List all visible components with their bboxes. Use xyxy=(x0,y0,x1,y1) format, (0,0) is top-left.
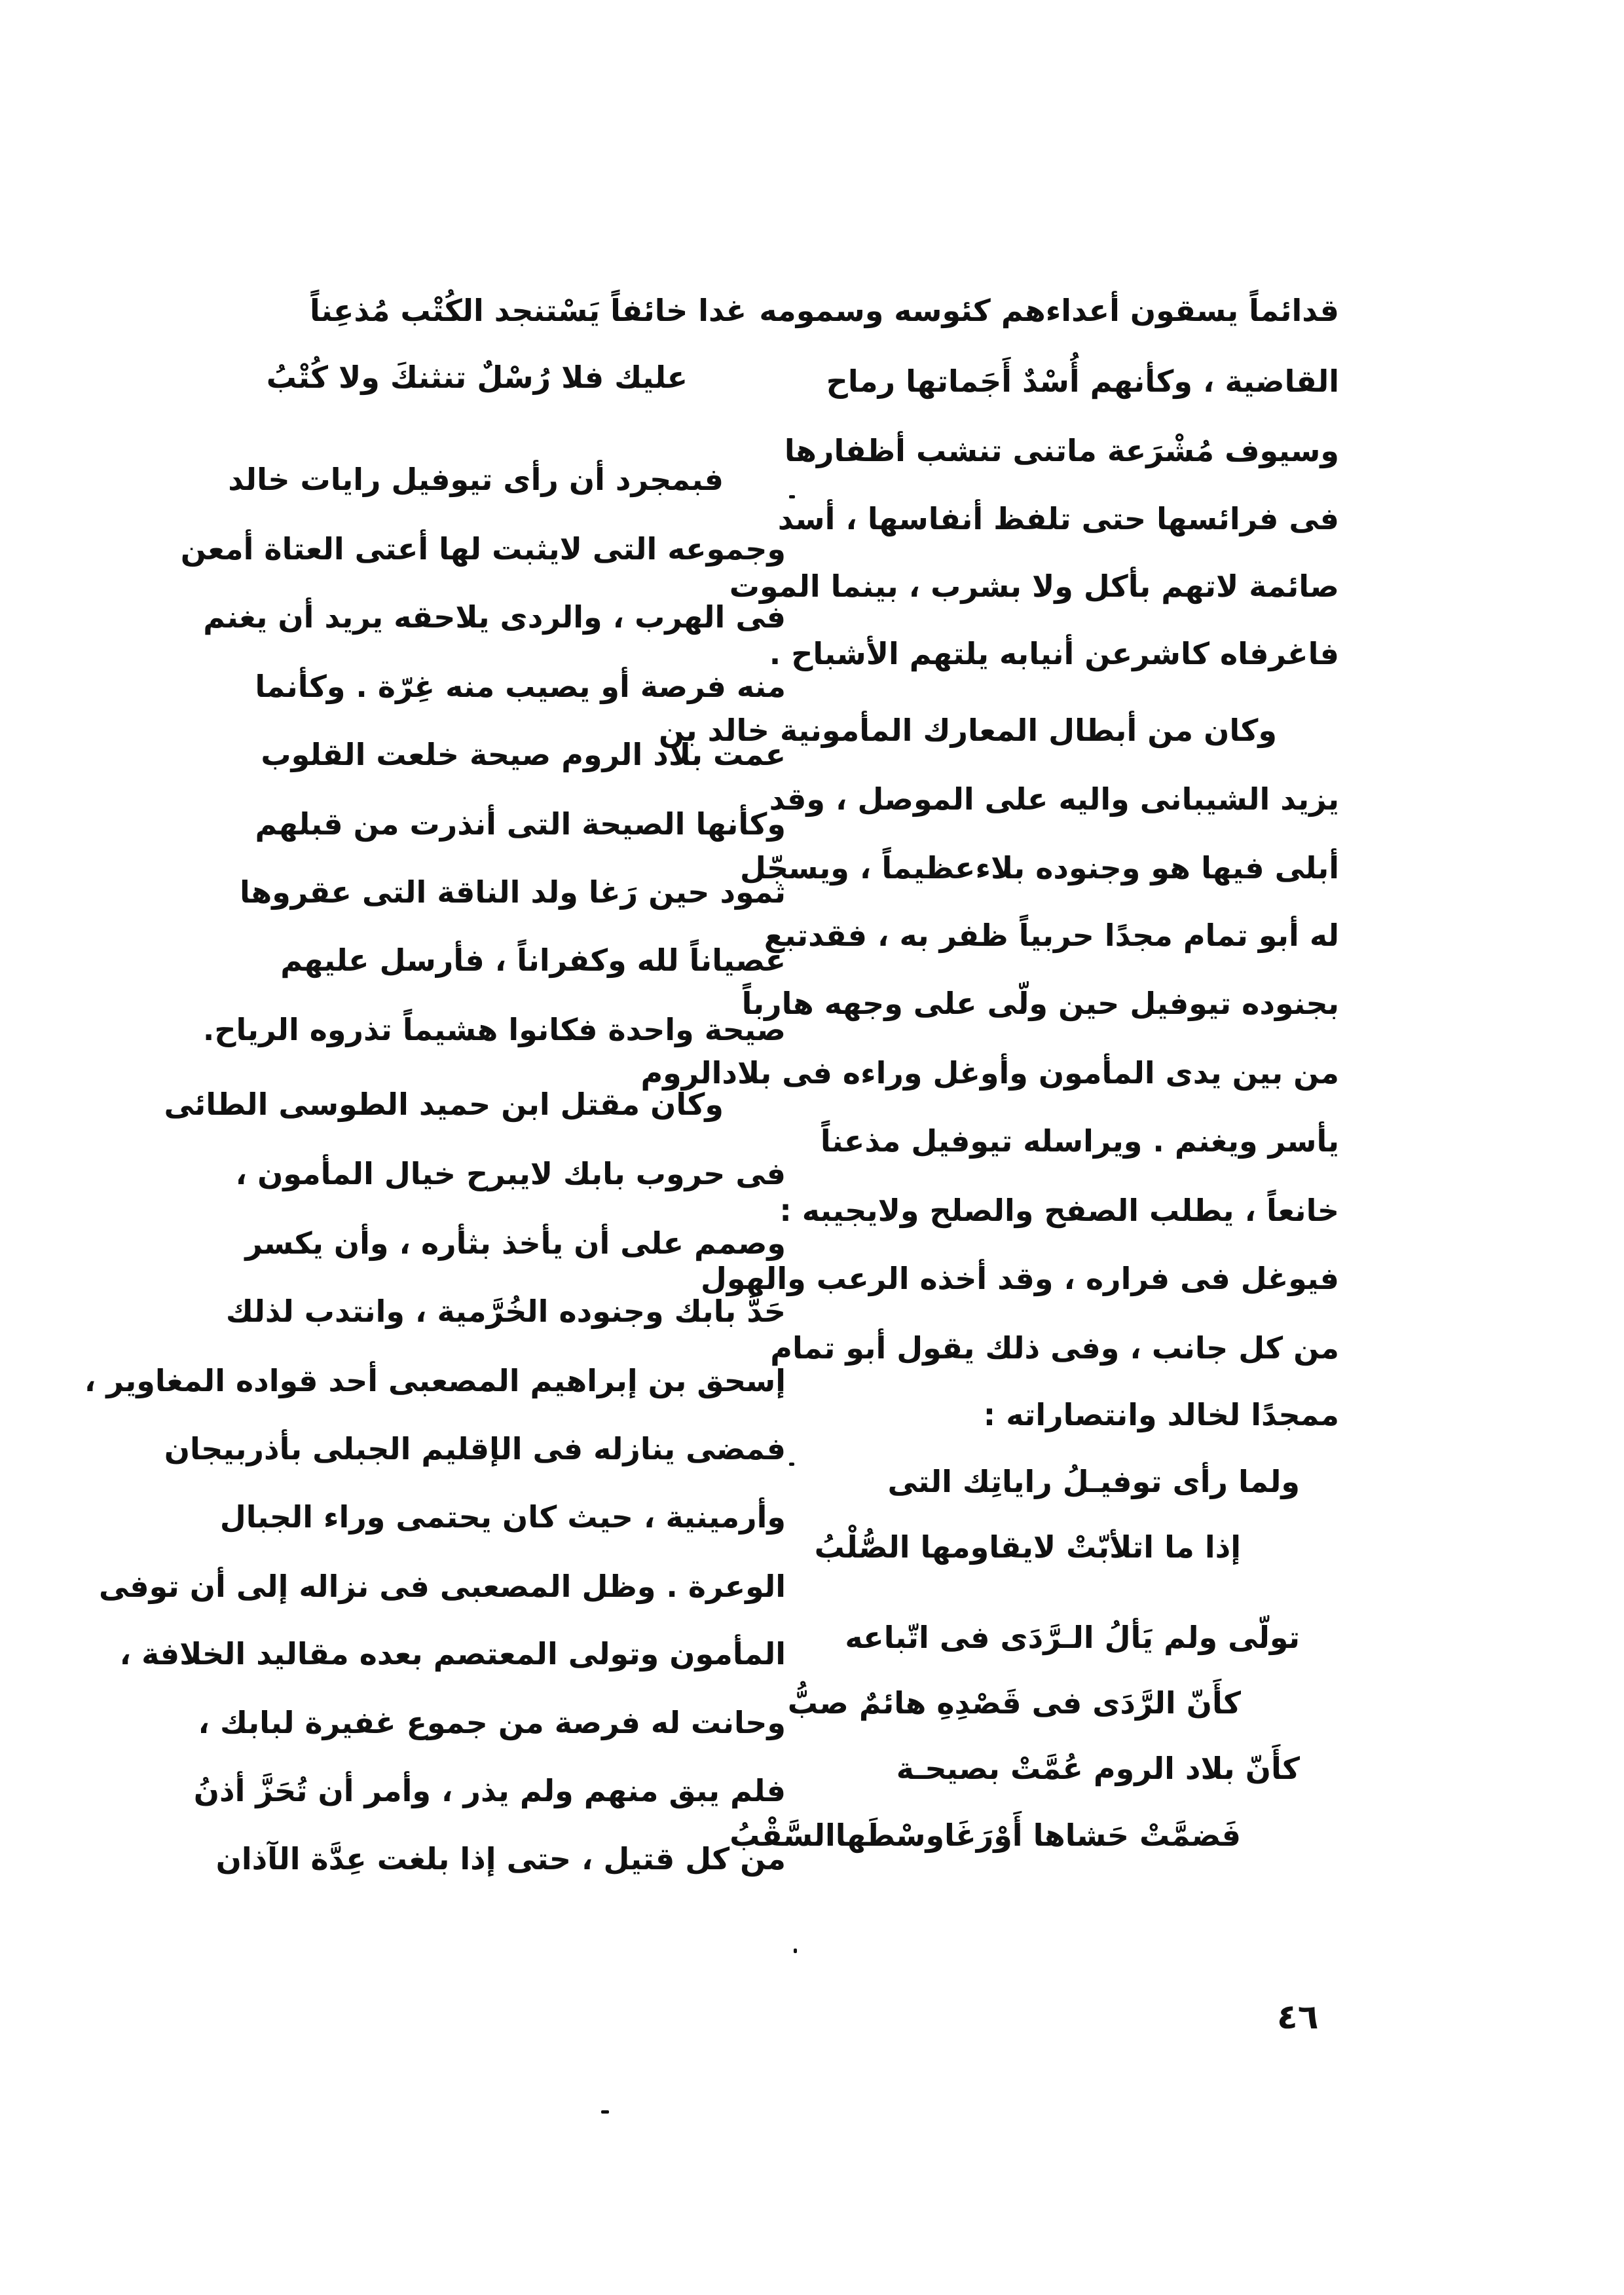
text-line: قدائماً يسقون أعداءهم كئوسه وسمومه xyxy=(759,293,1339,328)
scan-dash xyxy=(601,2110,609,2114)
text-line: صيحة واحدة فكانوا هشيماً تذروه الرياح. xyxy=(202,1012,786,1047)
text-line: يأسر ويغنم . ويراسله تيوفيل مذعناً xyxy=(820,1123,1339,1159)
text-line: ممجدًا لخالد وانتصاراته : xyxy=(983,1397,1339,1432)
text-line: له أبو تمام مجدًا حربياً ظفر به ، فقدتبع xyxy=(764,918,1339,953)
text-line: فى فرائسها حتى تلفظ أنفاسها ، أسد xyxy=(777,501,1339,536)
text-line: وسيوف مُشْرَعة ماتنى تنشب أظفارها xyxy=(784,433,1339,468)
text-line: فبمجرد أن رأى تيوفيل رايات خالد xyxy=(228,462,724,497)
text-line: يزيد الشيبانى واليه على الموصل ، وقد xyxy=(769,781,1339,817)
text-line: منه فرصة أو يصيب منه غِرّة . وكأنما xyxy=(255,669,786,704)
text-line: وحانت له فرصة من جموع غفيرة لبابك ، xyxy=(198,1705,786,1740)
verse-line: تولّى ولم يَألُ الـرَّدَى فى اتّباعه xyxy=(845,1620,1300,1655)
verse-line: ولما رأى توفيـلُ راياتِك التى xyxy=(887,1464,1300,1499)
text-line: فى حروب بابك لايبرح خيال المأمون ، xyxy=(235,1156,786,1191)
verse-line: إذا ما اتلأبّتْ لايقاومها الصُّلْبُ xyxy=(814,1529,1241,1565)
text-line: أبلى فيها هو وجنوده بلاءعظيماً ، ويسجّل xyxy=(739,850,1339,886)
scan-speck xyxy=(789,1463,794,1466)
text-line: فيوغل فى فراره ، وقد أخذه الرعب والهول xyxy=(700,1261,1339,1296)
text-line: عمت بلاد الروم صيحة خلعت القلوب xyxy=(261,737,786,772)
text-line: وكأنها الصيحة التى أنذرت من قبلهم xyxy=(255,806,786,842)
text-line: فاغرفاه كاشرعن أنيابه يلتهم الأشباح . xyxy=(769,636,1339,671)
text-line: ثمود حين رَغا ولد الناقة التى عقروها xyxy=(240,874,786,910)
text-line: وأرمينية ، حيث كان يحتمى وراء الجبال xyxy=(219,1499,786,1535)
verse-line: عليك فلا رُسْلٌ تنثنكَ ولا كُتْبُ xyxy=(266,360,688,395)
scan-speck xyxy=(794,1949,797,1953)
verse-line: كأَنّ الرَّدَى فى قَصْدِهِ هائمٌ صبُّ xyxy=(787,1685,1241,1721)
verse-line: غدا خائفاً يَسْتنجد الكُتْب مُذعِناً xyxy=(309,293,747,328)
text-line: عصياناً لله وكفراناً ، فأرسل عليهم xyxy=(280,942,786,978)
text-line: وكان من أبطال المعارك المأمونية خالد بن xyxy=(659,713,1277,748)
text-line: من كل قتيل ، حتى إذا بلغت عِدَّة الآذان xyxy=(215,1841,786,1876)
text-line: القاضية ، وكأنهم أُسْدٌ أَجَماتها رماح xyxy=(826,364,1339,399)
right-text-column xyxy=(640,0,1339,2295)
text-line: فلم يبق منهم ولم يذر ، وأمر أن تُحَزَّ أذنُ xyxy=(193,1773,786,1808)
left-text-column xyxy=(84,0,786,2295)
text-line: وجموعه التى لايثبت لها أعتى العتاة أمعن xyxy=(180,531,786,567)
text-line: بجنوده تيوفيل حين ولّى على وجهه هارباً xyxy=(741,986,1339,1021)
text-line: خانعاً ، يطلب الصفح والصلح ولايجيبه : xyxy=(779,1193,1339,1228)
text-line: الوعرة . وظل المصعبى فى نزاله إلى أن توفى xyxy=(99,1569,786,1604)
text-line: من كل جانب ، وفى ذلك يقول أبو تمام xyxy=(770,1330,1339,1366)
text-line: المأمون وتولى المعتصم بعده مقاليد الخلافة ، xyxy=(119,1636,786,1671)
text-line: فمضى ينازله فى الإقليم الجبلى بأذربيجان xyxy=(164,1431,786,1466)
verse-line: فَضمَّتْ حَشاها أَوْرَغَاوسْطَهاالسَّقْبُ xyxy=(729,1818,1241,1853)
text-line: فى الهرب ، والردى يلاحقه يريد أن يغنم xyxy=(203,599,786,635)
text-line: حَدَّ بابك وجنوده الخُرَّمية ، وانتدب لذلك xyxy=(225,1294,786,1329)
verse-line: كأَنّ بلاد الروم عُمَّتْ بصيحـة xyxy=(896,1751,1300,1786)
text-line: صائمة لاتهم بأكل ولا بشرب ، بينما الموت xyxy=(729,569,1339,604)
page-number: ٤٦ xyxy=(1277,1998,1319,2037)
text-line: وكان مقتل ابن حميد الطوسى الطائى xyxy=(164,1087,724,1122)
text-line: وصمم على أن يأخذ بثأره ، وأن يكسر xyxy=(245,1225,786,1261)
text-line: إسحق بن إبراهيم المصعبى أحد قواده المغاوير ، xyxy=(84,1363,786,1398)
scan-speck xyxy=(789,495,795,498)
text-line: من بين يدى المأمون وأوغل وراءه فى بلادالروم xyxy=(640,1055,1339,1091)
